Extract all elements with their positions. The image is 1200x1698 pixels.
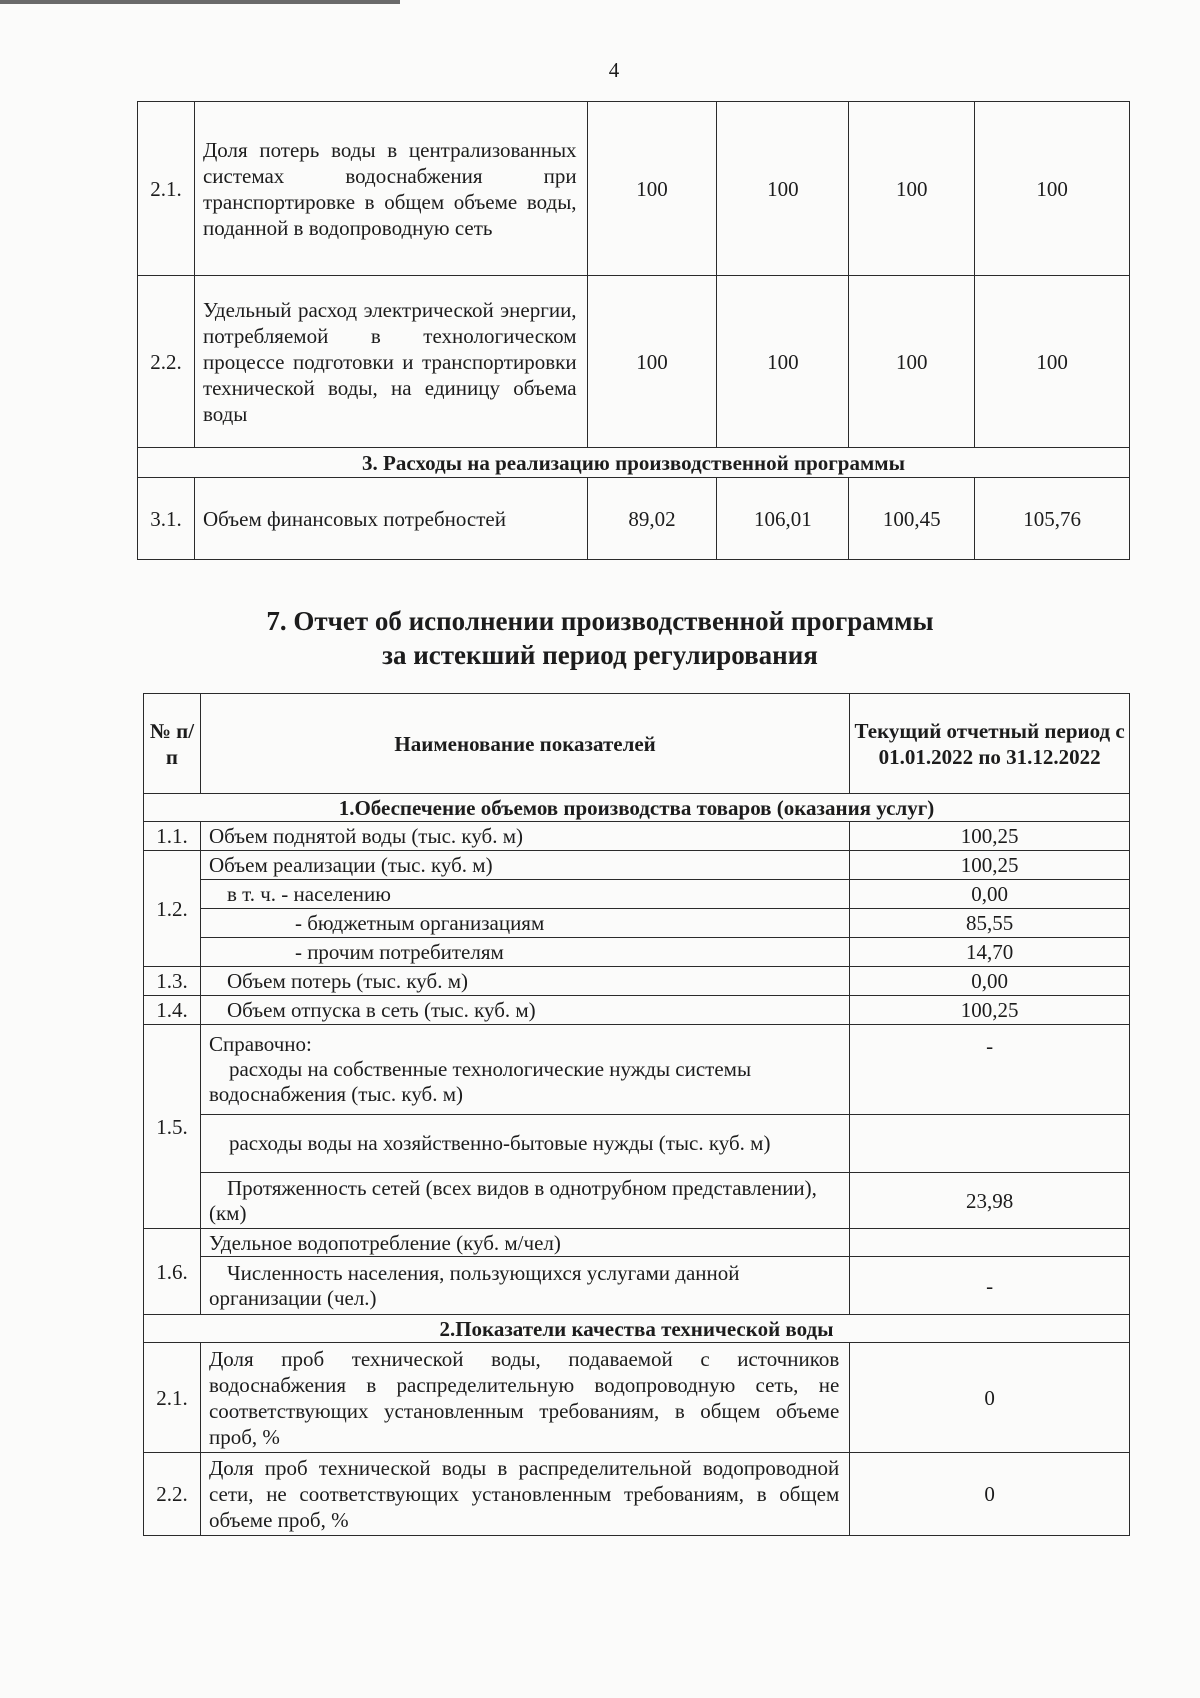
table-row: [138, 102, 1130, 276]
value-cell: 23,98: [850, 1173, 1130, 1229]
indicator-name: Численность населения, пользующихся услугами данной организации (чел.): [200, 1257, 849, 1315]
value-cell: -: [850, 1257, 1130, 1315]
table-row: [144, 996, 1130, 1025]
table-row: [144, 1229, 1130, 1257]
table-row: [144, 1025, 1130, 1115]
value-cell: 100: [975, 102, 1130, 276]
row-number: 2.1.: [144, 1343, 201, 1453]
indicator-name: - бюджетным организациям: [200, 909, 849, 938]
table-row: [144, 909, 1130, 938]
table-row: [138, 478, 1130, 560]
indicator-name: Доля потерь воды в централизованных системах водоснабжения при транспортировке в общем объеме воды, поданной в водопроводную сеть: [194, 102, 587, 276]
table-row: [144, 851, 1130, 880]
table-row: [144, 967, 1130, 996]
section-row: [144, 794, 1130, 822]
value-cell: 100: [717, 102, 849, 276]
row-number: 1.4.: [144, 996, 201, 1025]
value-cell: [850, 1229, 1130, 1257]
table-row: [144, 1257, 1130, 1315]
value-cell: 100,25: [850, 851, 1130, 880]
value-cell: 0,00: [850, 967, 1130, 996]
section-heading: 2.Показатели качества технической воды: [144, 1315, 1130, 1343]
reference-label: Справочно:: [208, 1032, 312, 1056]
indicator-name: Объем поднятой воды (тыс. куб. м): [200, 822, 849, 851]
value-cell: 0,00: [850, 880, 1130, 909]
indicator-name: Удельное водопотребление (куб. м/чел): [200, 1229, 849, 1257]
page-number: 4: [608, 58, 620, 82]
table-row: [144, 1343, 1130, 1453]
table-row: [144, 822, 1130, 851]
scan-edge-mark: [0, 0, 400, 4]
value-cell: 100: [975, 276, 1130, 448]
value-cell: 100,25: [850, 996, 1130, 1025]
header-row: [144, 694, 1130, 794]
table-row: [144, 880, 1130, 909]
value-cell: 14,70: [850, 938, 1130, 967]
report-title-line-1: 7. Отчет об исполнении производственной программы: [266, 606, 934, 636]
value-cell: 106,01: [717, 478, 849, 560]
indicator-name: Протяженность сетей (всех видов в однотрубном представлении), (км): [200, 1173, 849, 1229]
column-header-period: Текущий отчетный период с 01.01.2022 по 31.12.2022: [850, 694, 1130, 794]
value-cell: 0: [850, 1453, 1130, 1536]
indicator-name: Доля проб технической воды, подаваемой с источников водоснабжения в распределительную водопроводную сеть, не соответствующих установленным требованиям, в общем объеме проб, %: [200, 1343, 849, 1453]
indicators-table-continued: [137, 101, 1130, 560]
row-number: 1.5.: [144, 1025, 201, 1229]
row-number: 2.2.: [144, 1453, 201, 1536]
indicator-name: Доля проб технической воды в распределительной водопроводной сети, не соответствующих установленным требованиям, в общем объеме проб, %: [200, 1453, 849, 1536]
table-row: [144, 1453, 1130, 1536]
report-title-line-2: за истекший период регулирования: [382, 640, 818, 670]
row-number: 1.3.: [144, 967, 201, 996]
value-cell: 100,25: [850, 822, 1130, 851]
table-row: [144, 1115, 1130, 1173]
indicator-name: Объем финансовых потребностей: [194, 478, 587, 560]
table-row: [138, 276, 1130, 448]
report-title: [0, 604, 1200, 672]
row-number: 1.2.: [144, 851, 201, 967]
row-number: 1.6.: [144, 1229, 201, 1315]
indicator-name: - прочим потребителям: [200, 938, 849, 967]
row-number: 3.1.: [138, 478, 195, 560]
section-row: [144, 1315, 1130, 1343]
value-cell: 89,02: [587, 478, 717, 560]
indicator-name: в т. ч. - населению: [200, 880, 849, 909]
row-number: 1.1.: [144, 822, 201, 851]
value-cell: 100: [849, 276, 975, 448]
value-cell: 100: [587, 102, 717, 276]
value-cell: [850, 1115, 1130, 1173]
value-cell: 85,55: [850, 909, 1130, 938]
column-header-name: Наименование показателей: [200, 694, 849, 794]
value-cell: -: [850, 1025, 1130, 1115]
section-heading: 1.Обеспечение объемов производства товаров (оказания услуг): [144, 794, 1130, 822]
row-number: 2.1.: [138, 102, 195, 276]
indicator-name: Объем потерь (тыс. куб. м): [200, 967, 849, 996]
table-row: [144, 938, 1130, 967]
value-cell: 100: [587, 276, 717, 448]
value-cell: 100: [717, 276, 849, 448]
column-header-number: № п/п: [144, 694, 201, 794]
reference-item: расходы на собственные технологические нужды системы водоснабжения (тыс. куб. м): [208, 1057, 752, 1106]
value-cell: 100,45: [849, 478, 975, 560]
indicator-name: Объем реализации (тыс. куб. м): [200, 851, 849, 880]
value-cell: 105,76: [975, 478, 1130, 560]
row-number: 2.2.: [138, 276, 195, 448]
value-cell: 100: [849, 102, 975, 276]
indicator-name: Удельный расход электрической энергии, потребляемой в технологическом процессе подготовки и транспортировки технической воды, на единицу объема воды: [194, 276, 587, 448]
value-cell: 0: [850, 1343, 1130, 1453]
section-heading: 3. Расходы на реализацию производственной программы: [138, 448, 1130, 478]
indicator-name: [200, 1025, 849, 1115]
section-row: [138, 448, 1130, 478]
table-row: [144, 1173, 1130, 1229]
indicator-name: Объем отпуска в сеть (тыс. куб. м): [200, 996, 849, 1025]
report-table: [143, 693, 1130, 1536]
indicator-name: расходы воды на хозяйственно-бытовые нужды (тыс. куб. м): [200, 1115, 849, 1173]
